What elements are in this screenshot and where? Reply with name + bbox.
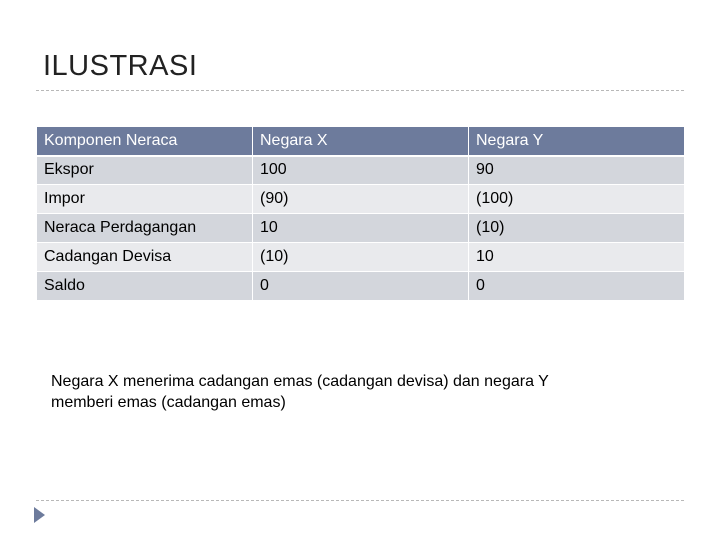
table-cell: Ekspor [37, 156, 253, 185]
table-cell: (100) [469, 185, 685, 214]
table-header-cell: Komponen Neraca [37, 127, 253, 156]
balance-table [36, 126, 685, 301]
table-cell: Saldo [37, 272, 253, 301]
table-cell: 10 [469, 243, 685, 272]
explanation-note: Negara X menerima cadangan emas (cadangan devisa) dan negara Y memberi emas (cadangan emas) [51, 373, 549, 411]
table-header-cell: Negara X [253, 127, 469, 156]
table-header-row [37, 127, 685, 156]
table-cell: (90) [253, 185, 469, 214]
table-cell: (10) [253, 243, 469, 272]
table-row [37, 156, 685, 185]
table-cell: 0 [253, 272, 469, 301]
footer-divider [36, 500, 684, 501]
table-header-cell: Negara Y [469, 127, 685, 156]
table-cell: 0 [469, 272, 685, 301]
triangle-right-icon [34, 507, 45, 523]
table-row [37, 185, 685, 214]
table-cell: Cadangan Devisa [37, 243, 253, 272]
table-cell: Impor [37, 185, 253, 214]
table-row [37, 243, 685, 272]
table-cell: 10 [253, 214, 469, 243]
table-row [37, 214, 685, 243]
table-cell: 100 [253, 156, 469, 185]
table-cell: Neraca Perdagangan [37, 214, 253, 243]
table-cell: (10) [469, 214, 685, 243]
table-cell: 90 [469, 156, 685, 185]
title-divider [36, 90, 684, 91]
table-row [37, 272, 685, 301]
slide-title: ILUSTRASI [43, 50, 198, 82]
